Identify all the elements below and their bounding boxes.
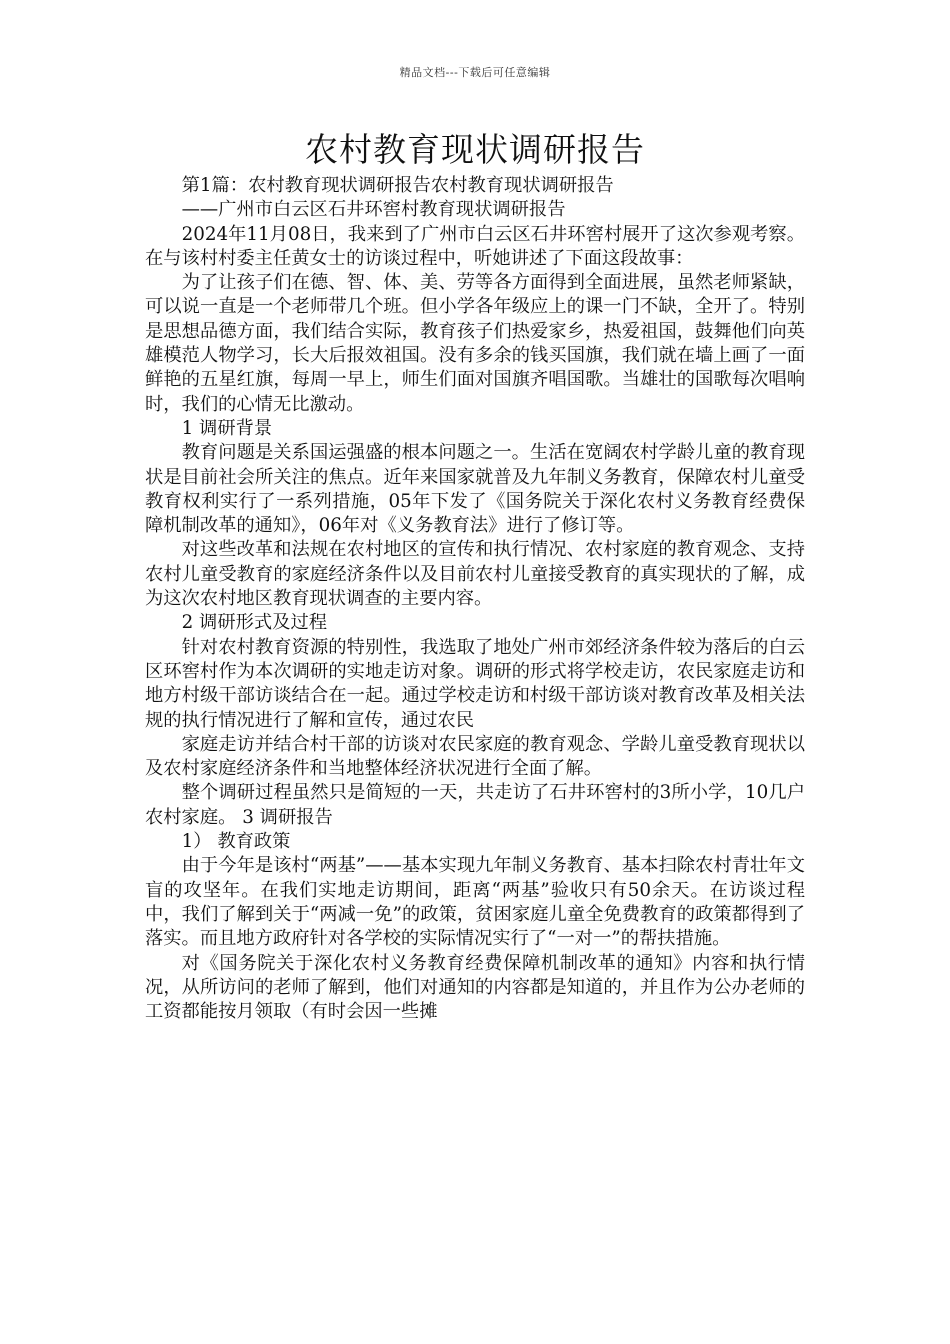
paragraph: 对《国务院关于深化农村义务教育经费保障机制改革的通知》内容和执行情况，从所访问的老师了解到，他们对通知的内容都是知道的，并且作为公办老师的工资都能按月领取（有时会因一些摊 (145, 952, 805, 1023)
paragraph: 2024年11月08日，我来到了广州市白云区石井环窖村展开了这次参观考察。在与该村村委主任黄女士的访谈过程中，听她讲述了下面这段故事： (145, 223, 805, 269)
document-title: 农村教育现状调研报告 (305, 130, 645, 169)
paragraph: 教育问题是关系国运强盛的根本问题之一。生活在宽阔农村学龄儿童的教育现状是目前社会所关注的焦点。近年来国家就普及九年制义务教育，保障农村儿童受教育权利实行了一系列措施，05年下发了《国务院关于深化农村义务教育经费保障机制改革的通知》，06年对《义务教育法》进行了修订等。 (145, 442, 805, 537)
paragraph: 由于今年是该村“两基”——基本实现九年制义务教育、基本扫除农村青壮年文盲的攻坚年。在我们实地走访期间，距离“两基”验收只有50余天。在访谈过程中，我们了解到关于“两减一免”的政策，贫困家庭儿童全免费教育的政策都得到了落实。而且地方政府针对各学校的实际情况实行了“一对一”的帮扶措施。 (145, 855, 805, 950)
paragraph: 家庭走访并结合村干部的访谈对农民家庭的教育观念、学龄儿童受教育现状以及农村家庭经济条件和当地整体经济状况进行全面了解。 (145, 733, 805, 780)
paragraph-subtitle: ——广州市白云区石井环窖村教育现状调研报告 (181, 199, 566, 221)
section-heading: 1 调研背景 (181, 417, 273, 439)
paragraph: 针对农村教育资源的特别性，我选取了地处广州市郊经济条件较为落后的白云区环窖村作为本次调研的实地走访对象。调研的形式将学校走访，农民家庭走访和地方村级干部访谈结合在一起。通过学校走访和村级干部访谈对教育改革及相关法规的执行情况进行了解和宣传，通过农民 (145, 636, 805, 731)
paragraph: 整个调研过程虽然只是简短的一天，共走访了石井环窖村的3所小学，10几户农村家庭。 3 调研报告 (145, 782, 805, 828)
page-header: 精品文档---下载后可任意编辑 (399, 66, 551, 79)
document-body (145, 174, 805, 1024)
subsection-heading: 1） 教育政策 (181, 831, 291, 853)
paragraph: 为了让孩子们在德、智、体、美、劳等各方面得到全面进展，虽然老师紧缺，可以说一直是一个老师带几个班。但小学各年级应上的课一门不缺，全开了。特别是思想品德方面，我们结合实际，教育孩子们热爱家乡，热爱祖国，鼓舞他们向英雄模范人物学习，长大后报效祖国。没有多余的钱买国旗，我们就在墙上画了一面鲜艳的五星红旗，每周一早上，师生们面对国旗齐唱国歌。当雄壮的国歌每次唱响时，我们的心情无比激动。 (145, 272, 805, 415)
paragraph: 对这些改革和法规在农村地区的宣传和执行情况、农村家庭的教育观念、支持农村儿童受教育的家庭经济条件以及目前农村儿童接受教育的真实现状的了解，成为这次农村地区教育现状调查的主要内容。 (145, 539, 805, 610)
section-heading: 2 调研形式及过程 (181, 612, 328, 634)
paragraph-chapter-heading: 第1篇：农村教育现状调研报告农村教育现状调研报告 (181, 175, 614, 196)
